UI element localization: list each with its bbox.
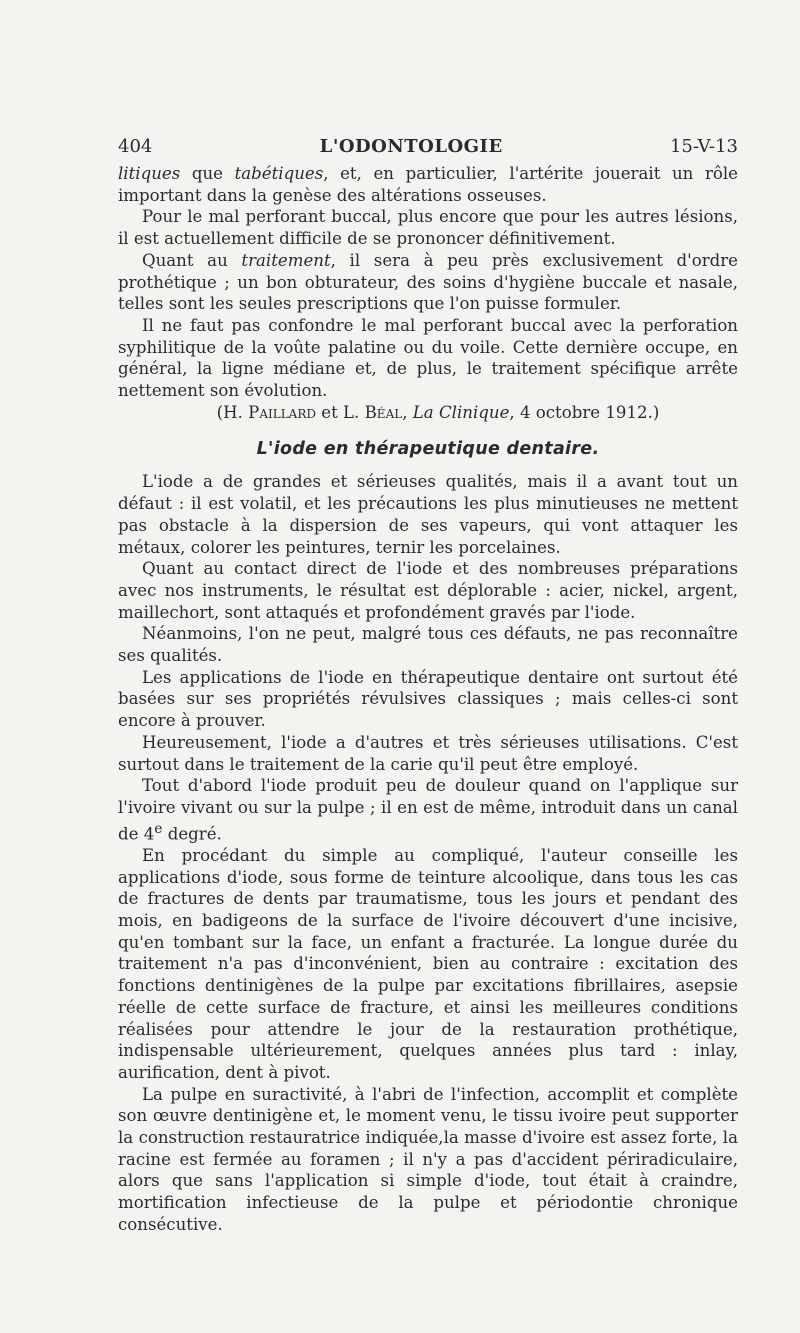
journal-title: L'ODONTOLOGIE	[319, 136, 503, 157]
citation-journal: La Clinique	[412, 402, 510, 422]
paragraph: En procédant du simple au compliqué, l'auteur conseille les applications d'iode, sous forme de teinture alcoolique, dans tous les cas de fractures de dents par traumatisme, tous les jours et pendant des mois, en badigeons de la surface de l'ivoire découvert d'une incisive, qu'en tombant sur la face, un enfant a fracturée. La longue durée du traitement n'a pas d'inconvénient, bien au contraire : excitation des fonctions dentinigènes de la pulpe par excitations fibrillaires, asepsie réelle de cette surface de fracture, et ainsi les meilleures conditions réalisées pour attendre le jour de la restauration prothétique, indispensable ultérieurement, quelques années plus tard : inlay, aurification, dent à pivot.	[118, 845, 738, 1082]
page-number: 404	[118, 136, 153, 157]
issue-date: 15-V-13	[669, 136, 738, 157]
italic-term: litiques	[118, 164, 181, 183]
book-page	[118, 136, 738, 1236]
paragraph: L'iode a de grandes et sérieuses qualités, mais il a avant tout un défaut : il est volatil, et les précautions les plus minutieuses ne mettent pas obstacle à la dispersion de ses vapeurs, qui vont attaquer les métaux, colorer les peintures, ternir les porcelaines.	[118, 472, 738, 557]
citation-author: Paillard	[248, 402, 316, 422]
italic-term: tabétiques	[234, 164, 324, 183]
paragraph: Pour le mal perforant buccal, plus encore que pour les autres lésions, il est actuellement difficile de se prononcer définitivement.	[118, 207, 738, 249]
paragraph: Tout d'abord l'iode produit peu de douleur quand on l'applique sur l'ivoire vivant ou sur la pulpe ; il en est de même, introduit dans un canal de 4e degré.	[118, 776, 738, 844]
running-header	[118, 136, 738, 157]
paragraph: La pulpe en suractivité, à l'abri de l'infection, accomplit et complète son œuvre dentinigène et, le moment venu, le tissu ivoire peut supporter la construction restauratrice indiquée,la masse d'ivoire est assez forte, la racine est fermée au foramen ; il n'y a pas d'accident périradiculaire, alors que sans l'application si simple d'iode, tout était à craindre, mortification infectieuse de la pulpe et périodontie chronique consécutive.	[118, 1084, 738, 1234]
paragraph: Les applications de l'iode en thérapeutique dentaire ont surtout été basées sur ses propriétés révulsives classiques ; mais celles-ci sont encore à prouver.	[118, 667, 738, 731]
paragraph: Il ne faut pas confondre le mal perforant buccal avec la perforation syphilitique de la voûte palatine ou du voile. Cette dernière occupe, en général, la ligne médiane et, de plus, le traitement spécifique arrête nettement son évolution.	[118, 315, 738, 401]
section-title: L'iode en thérapeutique dentaire.	[256, 439, 600, 460]
citation: (H. Paillard et L. Béal, La Clinique, 4 octobre 1912.)	[216, 402, 660, 422]
paragraph: Quant au contact direct de l'iode et des nombreuses préparations avec nos instruments, le résultat est déplorable : acier, nickel, argent, maillechort, sont attaqués et profondément gravés par l'iode.	[118, 559, 738, 622]
superscript: e	[154, 820, 163, 837]
citation-author: Béal	[364, 402, 403, 422]
italic-term: traitement	[241, 250, 331, 270]
paragraph: Heureusement, l'iode a d'autres et très sérieuses utilisations. C'est surtout dans le traitement de la carie qu'il peut être employé.	[118, 732, 738, 774]
paragraph: Néanmoins, l'on ne peut, malgré tous ces défauts, ne pas reconnaître ses qualités.	[118, 624, 738, 666]
paragraph-continued: litiques que tabétiques, et, en particulier, l'artérite jouerait un rôle important dans la genèse des altérations osseuses.	[118, 164, 738, 205]
paragraph: Quant au traitement, il sera à peu près exclusivement d'ordre prothétique ; un bon obturateur, des soins d'hygiène buccale et nasale, telles sont les seules prescriptions que l'on puisse formuler.	[118, 250, 738, 314]
